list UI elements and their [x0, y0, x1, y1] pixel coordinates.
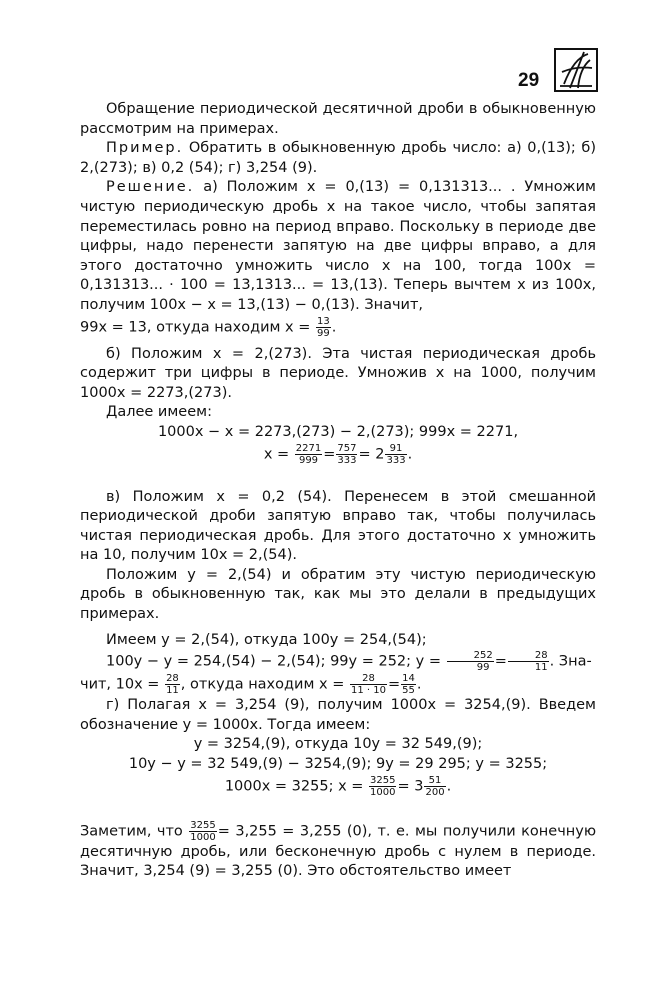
example-text: Обратить в обыкновенную дробь число: а) 0,(13); б) 2,(273); в) 0,2 (54); г) 3,254 (9).	[80, 140, 596, 176]
fraction: $\frac{757}{333}$	[337, 442, 357, 466]
punct: .	[407, 446, 413, 462]
part-c-line-2	[80, 650, 596, 673]
part-d-line-2: 10y − y = 32 549,(9) − 3254,(9); 9y = 29 295; y = 3255;	[128, 756, 548, 773]
fraction: $\frac{51}{200}$	[425, 774, 445, 798]
part-c-line-3	[80, 673, 596, 696]
solution-label: Решение.	[106, 179, 195, 196]
part-b-further: Далее имеем:	[106, 404, 212, 421]
fraction: $\frac{2271}{999}$	[295, 442, 322, 466]
solution-paragraph	[80, 178, 596, 315]
fraction: $\frac{3255}{1000}$	[370, 774, 396, 798]
eq-text: 1000x = 3255; x =	[224, 778, 364, 795]
punct: .	[416, 676, 422, 693]
fraction: $\frac{91}{333}$	[386, 442, 406, 466]
example-label: Пример.	[106, 140, 184, 157]
eq-text: . Зна-	[549, 653, 592, 670]
part-b-equation-1: 1000x − x = 2273,(273) − 2,(273); 999x = 2271,	[157, 423, 519, 440]
eq-text: = 2	[358, 446, 385, 462]
eq-text: x =	[263, 446, 290, 462]
example-paragraph	[80, 139, 596, 178]
eq-sign: =	[387, 676, 401, 693]
eq-text: , откуда находим x =	[180, 676, 345, 693]
fraction: $\frac{28}{11 \cdot 10}$	[350, 673, 386, 697]
fraction: $\frac{28}{11}$	[508, 650, 549, 673]
note-text: Заметим, что	[80, 823, 183, 840]
part-d-line-1: y = 3254,(9), откуда 10y = 32 549,(9);	[193, 736, 483, 753]
punct: .	[331, 319, 337, 336]
note-paragraph	[80, 820, 596, 882]
fraction: $\frac{28}{11}$	[166, 673, 179, 697]
eq-sign: =	[323, 446, 336, 462]
punct: .	[446, 778, 452, 795]
fraction: $\frac{252}{99}$	[447, 650, 494, 673]
solution-last-text: 99x = 13, откуда находим x =	[80, 319, 311, 336]
note-text: = 3,255 = 3,255 (0), т. е. мы получили конечную десятичную дробь, или бесконечную дробь с нулем в периоде. Значит, 3,254 (9) = 3,255 (0). Это обстоятельство имеет	[80, 823, 597, 880]
triangle-grid-logo-icon	[554, 48, 598, 92]
fraction: $\frac{3255}{1000}$	[190, 819, 216, 843]
part-c-line-1: Имеем y = 2,(54), откуда 100y = 254,(54);	[106, 631, 427, 648]
part-b-equation-2	[80, 443, 596, 466]
eq-text: = 3	[397, 778, 424, 795]
eq-sign: =	[494, 653, 507, 670]
page-number: 29	[518, 70, 540, 91]
fraction: $\frac{13}{99}$	[317, 315, 330, 339]
solution-text: а) Положим x = 0,(13) = 0,131313... . Умножим чистую периодическую дробь x на такое число, чтобы запятая переместилась ровно на период вправо. Поскольку в периоде две цифры, надо перенести запятую на две цифры вправо, а для этого достаточно умножить число x на 100, тогда 100x = 0,131313... · 100 = 13,1313... = 13,(13). Теперь вычтем x из 100x, получим 100x − x = 13,(13) − 0,(13). Значит,	[80, 179, 596, 313]
part-b-paragraph: б) Положим x = 2,(273). Эта чистая периодическая дробь содержит три цифры в периоде. Умножив x на 1000, получим 1000x = 2273,(273).	[80, 345, 596, 401]
intro-paragraph: Обращение периодической десятичной дроби в обыкновенную рассмотрим на примерах.	[80, 101, 596, 137]
fraction: $\frac{14}{55}$	[402, 673, 415, 697]
part-d-paragraph: г) Полагая x = 3,254 (9), получим 1000x = 3254,(9). Введем обозначение y = 1000x. Тогда имеем:	[80, 697, 596, 733]
eq-text: 100y − y = 254,(54) − 2,(54); 99y = 252; y =	[106, 653, 441, 670]
solution-last-line	[80, 316, 596, 339]
main-text	[80, 100, 596, 882]
part-c-paragraph: в) Положим x = 0,2 (54). Перенесем в этой смешанной периодической дроби запятую вправо так, чтобы получилась чистая периодическая дробь. Для этого достаточно x умножить на 10, получим 10x = 2,(54).	[80, 488, 596, 564]
part-d-line-3	[80, 775, 596, 798]
part-c-paragraph-2: Положим y = 2,(54) и обратим эту чистую периодическую дробь в обыкновенную так, как мы это делали в предыдущих примерах.	[80, 566, 596, 623]
eq-text: чит, 10x =	[80, 676, 160, 693]
